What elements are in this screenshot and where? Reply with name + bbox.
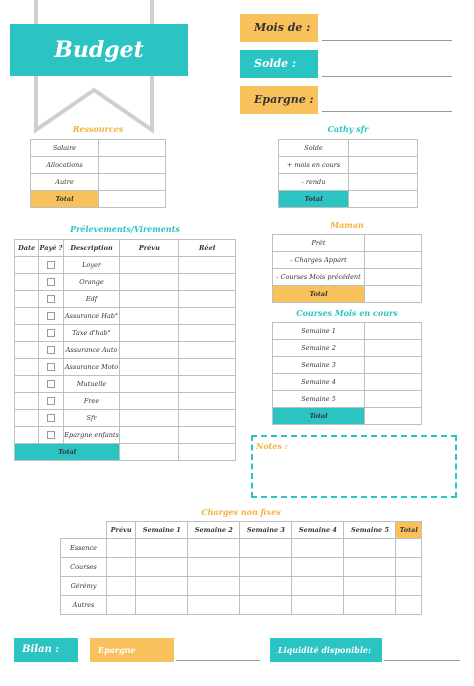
total-cell[interactable] [99, 191, 166, 208]
row-label: Autres [61, 596, 107, 615]
charges-title: Charges non fixes [201, 507, 281, 517]
prelevements-title: Prélevements/Virements [70, 224, 180, 234]
cathy-title: Cathy sfr [327, 124, 369, 134]
paid-checkbox[interactable] [47, 380, 55, 388]
description-cell: Mutuelle [63, 376, 120, 393]
reel-cell[interactable] [179, 410, 236, 427]
row-label: Courses [61, 558, 107, 577]
value-cell[interactable] [107, 539, 136, 558]
row-label: Essence [61, 539, 107, 558]
total-cell[interactable] [365, 286, 422, 303]
row-label: Semaine 2 [273, 340, 365, 357]
row-label: Semaine 3 [273, 357, 365, 374]
col-header: Semaine 2 [188, 522, 240, 539]
value-cell[interactable] [240, 596, 292, 615]
date-cell[interactable] [15, 376, 39, 393]
prevu-cell[interactable] [120, 308, 179, 325]
description-cell: Taxe d'hab° [63, 325, 120, 342]
reel-cell[interactable] [179, 257, 236, 274]
value-cell[interactable] [136, 539, 188, 558]
value-cell[interactable] [99, 174, 166, 191]
paid-checkbox[interactable] [47, 278, 55, 286]
prevu-cell[interactable] [120, 257, 179, 274]
reel-cell[interactable] [179, 427, 236, 444]
value-cell[interactable] [292, 539, 344, 558]
maman-title: Maman [330, 220, 364, 230]
value-cell[interactable] [396, 596, 422, 615]
value-cell[interactable] [240, 577, 292, 596]
reel-cell[interactable] [179, 308, 236, 325]
date-cell[interactable] [15, 308, 39, 325]
date-cell[interactable] [15, 342, 39, 359]
reel-cell[interactable] [179, 359, 236, 376]
description-cell: Assurance Auto [63, 342, 120, 359]
value-cell[interactable] [99, 140, 166, 157]
row-label: + mois en cours [279, 157, 349, 174]
row-label: - rendu [279, 174, 349, 191]
col-header: Semaine 3 [240, 522, 292, 539]
prevu-cell[interactable] [120, 342, 179, 359]
prelevements-table [14, 239, 236, 461]
paid-checkbox[interactable] [47, 397, 55, 405]
total-label: Total [15, 444, 120, 461]
value-cell[interactable] [240, 558, 292, 577]
liquidite-line[interactable] [384, 660, 460, 661]
solde-input-line[interactable] [322, 76, 452, 77]
total-prevu-cell[interactable] [120, 444, 179, 461]
ressources-table [30, 139, 166, 208]
month-label: Mois de : [240, 14, 318, 42]
reel-cell[interactable] [179, 342, 236, 359]
paid-checkbox[interactable] [47, 363, 55, 371]
value-cell[interactable] [349, 157, 418, 174]
value-cell[interactable] [365, 269, 422, 286]
prevu-cell[interactable] [120, 274, 179, 291]
prevu-cell[interactable] [120, 359, 179, 376]
solde-label: Solde : [240, 50, 318, 78]
value-cell[interactable] [188, 558, 240, 577]
paid-checkbox[interactable] [47, 329, 55, 337]
date-cell[interactable] [15, 291, 39, 308]
description-cell: Epargne enfants [63, 427, 120, 444]
paid-checkbox[interactable] [47, 261, 55, 269]
value-cell[interactable] [107, 596, 136, 615]
value-cell[interactable] [188, 577, 240, 596]
value-cell[interactable] [365, 374, 422, 391]
value-cell[interactable] [136, 596, 188, 615]
description-cell: Edf [63, 291, 120, 308]
col-header: Semaine 5 [344, 522, 396, 539]
value-cell[interactable] [107, 577, 136, 596]
reel-cell[interactable] [179, 291, 236, 308]
value-cell[interactable] [344, 577, 396, 596]
col-header: Réel [179, 240, 236, 257]
value-cell[interactable] [188, 539, 240, 558]
prevu-cell[interactable] [120, 376, 179, 393]
row-label: Solde [279, 140, 349, 157]
total-label: Total [31, 191, 99, 208]
date-cell[interactable] [15, 393, 39, 410]
value-cell[interactable] [365, 357, 422, 374]
value-cell[interactable] [136, 577, 188, 596]
value-cell[interactable] [396, 577, 422, 596]
value-cell[interactable] [344, 596, 396, 615]
date-cell[interactable] [15, 274, 39, 291]
total-cell[interactable] [365, 408, 422, 425]
col-header: Payé ? [39, 240, 63, 257]
date-cell[interactable] [15, 325, 39, 342]
charges-table [60, 521, 422, 615]
notes-label: Notes : [256, 441, 288, 451]
row-label: Gérémy [61, 577, 107, 596]
value-cell[interactable] [136, 558, 188, 577]
description-cell: Assurance Hab° [63, 308, 120, 325]
reel-cell[interactable] [179, 393, 236, 410]
row-label: Salaire [31, 140, 99, 157]
paid-checkbox[interactable] [47, 414, 55, 422]
paid-checkbox[interactable] [47, 312, 55, 320]
value-cell[interactable] [292, 596, 344, 615]
value-cell[interactable] [365, 235, 422, 252]
page-title: Budget [54, 37, 144, 63]
paid-checkbox[interactable] [47, 431, 55, 439]
value-cell[interactable] [344, 558, 396, 577]
value-cell[interactable] [365, 391, 422, 408]
col-header: Prévu [107, 522, 136, 539]
total-label: Total [273, 408, 365, 425]
bilan-label: Bilan : [14, 638, 78, 662]
epargne-realisee-label: Epargne réalisée: [90, 638, 174, 662]
prevu-cell[interactable] [120, 427, 179, 444]
value-cell[interactable] [349, 140, 418, 157]
value-cell[interactable] [292, 577, 344, 596]
row-label: Semaine 1 [273, 323, 365, 340]
description-cell: Assurance Moto [63, 359, 120, 376]
value-cell[interactable] [344, 539, 396, 558]
courses-table [272, 322, 422, 425]
corner-cell [61, 522, 107, 539]
value-cell[interactable] [396, 558, 422, 577]
maman-table [272, 234, 422, 303]
col-header: Prévu [120, 240, 179, 257]
courses-title: Courses Mois en cours [296, 308, 398, 318]
prevu-cell[interactable] [120, 325, 179, 342]
paid-checkbox[interactable] [47, 295, 55, 303]
date-cell[interactable] [15, 427, 39, 444]
ressources-title: Ressources [72, 124, 124, 134]
value-cell[interactable] [107, 558, 136, 577]
reel-cell[interactable] [179, 325, 236, 342]
row-label: Allocations [31, 157, 99, 174]
value-cell[interactable] [365, 252, 422, 269]
row-label: - Courses Mois précédent [273, 269, 365, 286]
epargne-input-line[interactable] [322, 111, 452, 112]
reel-cell[interactable] [179, 376, 236, 393]
value-cell[interactable] [365, 340, 422, 357]
date-cell[interactable] [15, 257, 39, 274]
row-label: Autre [31, 174, 99, 191]
total-label: Total [279, 191, 349, 208]
value-cell[interactable] [240, 539, 292, 558]
col-header-total: Total [396, 522, 422, 539]
paid-checkbox[interactable] [47, 346, 55, 354]
row-label: Semaine 4 [273, 374, 365, 391]
reel-cell[interactable] [179, 274, 236, 291]
prevu-cell[interactable] [120, 410, 179, 427]
prevu-cell[interactable] [120, 291, 179, 308]
row-label: - Charges Appart [273, 252, 365, 269]
description-cell: Loyer [63, 257, 120, 274]
value-cell[interactable] [396, 539, 422, 558]
value-cell[interactable] [349, 174, 418, 191]
value-cell[interactable] [188, 596, 240, 615]
col-header: Date [15, 240, 39, 257]
month-input-line[interactable] [322, 40, 452, 41]
total-label: Total [273, 286, 365, 303]
prevu-cell[interactable] [120, 393, 179, 410]
date-cell[interactable] [15, 359, 39, 376]
value-cell[interactable] [365, 323, 422, 340]
value-cell[interactable] [99, 157, 166, 174]
total-cell[interactable] [349, 191, 418, 208]
liquidite-label: Liquidité disponible: [270, 638, 382, 662]
cathy-table [278, 139, 418, 208]
date-cell[interactable] [15, 410, 39, 427]
row-label: Prêt [273, 235, 365, 252]
description-cell: Orange [63, 274, 120, 291]
description-cell: Free [63, 393, 120, 410]
epargne-label: Epargne : [240, 86, 318, 114]
col-header: Semaine 4 [292, 522, 344, 539]
value-cell[interactable] [292, 558, 344, 577]
col-header: Semaine 1 [136, 522, 188, 539]
col-header: Description [63, 240, 120, 257]
row-label: Semaine 5 [273, 391, 365, 408]
epargne-realisee-line[interactable] [176, 660, 260, 661]
total-reel-cell[interactable] [179, 444, 236, 461]
description-cell: Sfr [63, 410, 120, 427]
